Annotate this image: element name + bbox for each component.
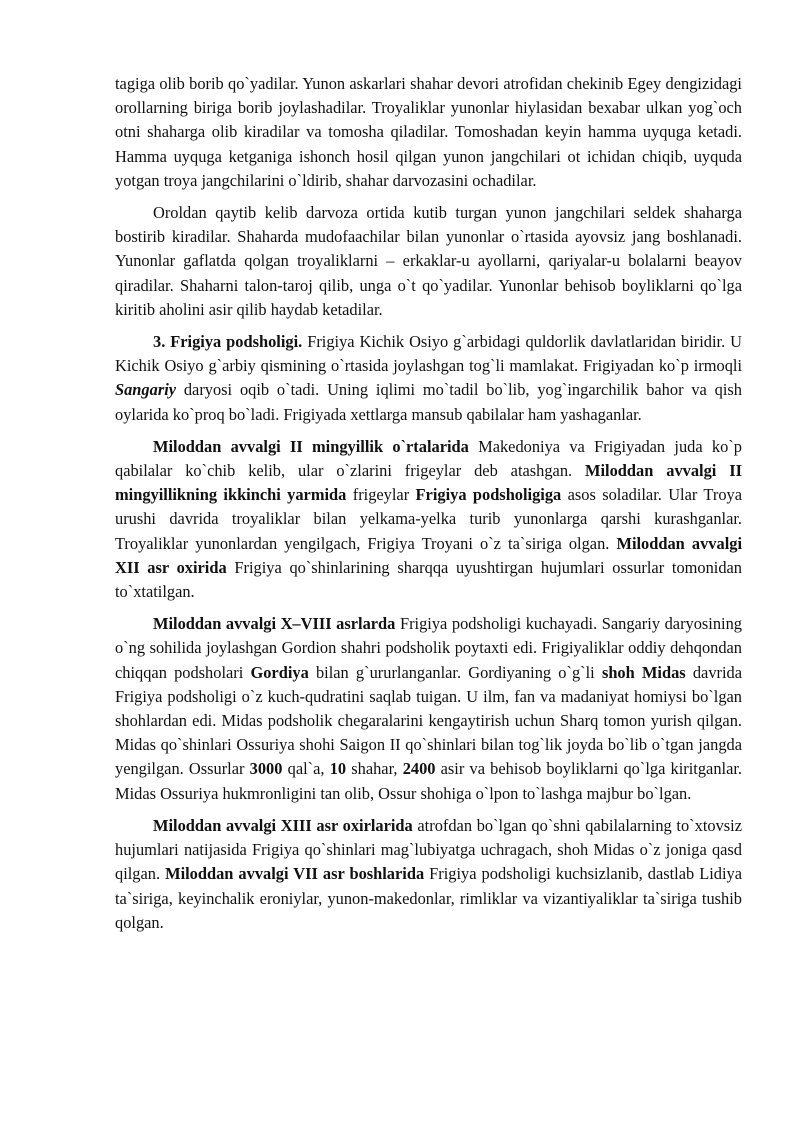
- bold-term: Frigiya podsholigiga: [415, 485, 562, 505]
- text-run: qal`a,: [282, 759, 330, 779]
- text-run: bilan g`ururlanganlar. Gordiyaning o`g`li: [308, 662, 602, 682]
- text-run: Frigiya podsholigi kuchayadi. Sangariy daryosining o`ng sohilida joylashgan Gordion shahri podsholik poytaxti edi. Frigiyaliklar oddiy dehqondan chiqqan podsholari: [115, 614, 743, 682]
- bold-date: Miloddan avvalgi II mingyillikning ikkinchi yarmida: [115, 461, 742, 505]
- paragraph: [115, 435, 742, 604]
- bold-number: 2400: [402, 759, 436, 779]
- paragraph: [115, 330, 742, 427]
- paragraph: [115, 201, 742, 322]
- text-run: asir va behisob boyliklarni qo`lga kiritganlar. Midas Ossuriya hukmronligini tan olib, Ossur shohiga o`lpon to`lashga majbur bo`lgan.: [115, 759, 742, 803]
- emphasized-term: Sangariy: [115, 380, 177, 400]
- bold-number: 10: [329, 759, 347, 779]
- text-run: Frigiya podsholigi kuchsizlanib, dastlab Lidiya ta`siriga, keyinchalik eroniylar, yunon-makedonlar, rimliklar va vizantiyaliklar ta`siriga tushib qolgan.: [115, 864, 742, 932]
- bold-date: Miloddan avvalgi VII asr boshlarida: [165, 864, 425, 884]
- text-run: atrofdan bo`lgan qo`shni qabilalarning to`xtovsiz hujumlari natijasida Frigiya qo`shinlari mag`lubiyatga uchragach, shoh Midas o`z joniga qasd qilgan.: [115, 815, 742, 884]
- text-run: daryosi oqib o`tadi. Uning iqlimi mo`tadil bo`lib, yog`ingarchilik bahor va qish oylarida ko`proq bo`ladi. Frigiyada xettlarga mansub qabilalar ham yashaganlar.: [115, 380, 742, 424]
- text-run: frigeylar: [346, 485, 416, 505]
- text-run: Frigiya Kichik Osiyo g`arbidagi quldorlik davlatlaridan biridir. U Kichik Osiyo g`arbiy qismining o`rtasida joylashgan tog`li mamlakat. Frigiyadan ko`p irmoqli: [115, 332, 742, 376]
- paragraph: [115, 72, 742, 193]
- text-run: asos soladilar. Ular Troya urushi davrida troyaliklar bilan yelkama-yelka turib yunonlarga qarshi kurashganlar. Troyaliklar yunonlardan yengilgach, Frigiya Troyani o`z ta`siriga olgan.: [115, 485, 742, 553]
- document-page: [115, 72, 742, 943]
- text-run: shahar,: [346, 759, 403, 779]
- text-run: Makedoniya va Frigiyadan juda ko`p qabilalar ko`chib kelib, ular o`zlarini frigeylar deb atashgan.: [115, 436, 742, 481]
- paragraph: [115, 814, 742, 935]
- text-run: davrida Frigiya podsholigi o`z kuch-qudratini saqlab tuigan. U ilm, fan va madaniyat homiysi bo`lgan shohlardan edi. Midas podsholik chegaralarini kengaytirish uchun Sharq tomon yurish qilgan. Midas qo`shinlari Ossuriya shohi Saigon II qo`shinlari bilan tog`lik joyda bo`lib o`tgan jangda yengilgan. Ossurlar: [115, 662, 743, 779]
- bold-date: Miloddan avvalgi II mingyillik o`rtalarida: [153, 436, 469, 456]
- bold-term: shoh Midas: [601, 662, 686, 682]
- bold-term: Gordiya: [250, 662, 309, 682]
- bold-date: Miloddan avvalgi XII asr oxirida: [115, 533, 742, 577]
- bold-date: Miloddan avvalgi XIII asr oxirlarida: [153, 815, 413, 835]
- paragraph: [115, 612, 742, 806]
- text-run: Oroldan qaytib kelib darvoza ortida kutib turgan yunon jangchilari seldek shaharga bostirib kiradilar. Shaharda mudofaachilar bilan yunonlar o`rtasida ayovsiz jang boshlanadi. Yunonlar gaflatda qolgan troyaliklarni – erkaklar-u ayollarni, qariyalar-u bolalarni beayov qiradilar. Shaharni talon-taroj qilib, unga o`t qo`yadilar. Yunonlar behisob boyliklarni qo`lga kiritib aholini asir qilib haydab ketadilar.: [115, 203, 742, 319]
- text-run: Frigiya qo`shinlarining sharqqa uyushtirgan hujumlari ossurlar tomonidan to`xtatilgan.: [115, 557, 742, 602]
- bold-number: 3000: [249, 759, 283, 779]
- section-heading: 3. Frigiya podsholigi.: [153, 332, 303, 352]
- text-run: tagiga olib borib qo`yadilar. Yunon askarlari shahar devori atrofidan chekinib Egey dengizidagi orollarning biriga borib joylashadilar. Troyaliklar yunonlar hiylasidan bexabar ulkan yog`och otni shaharga olib kiradilar va tomosha qiladilar. Tomoshadan keyin hamma uyquga ketadi. Hamma uyquga ketganiga ishonch hosil qilgan yunon jangchilari ot ichidan chiqib, uyquda yotgan troya jangchilarini o`ldirib, shahar darvozasini ochadilar.: [115, 74, 742, 190]
- bold-date: Miloddan avvalgi X–VIII asrlarda: [153, 614, 396, 634]
